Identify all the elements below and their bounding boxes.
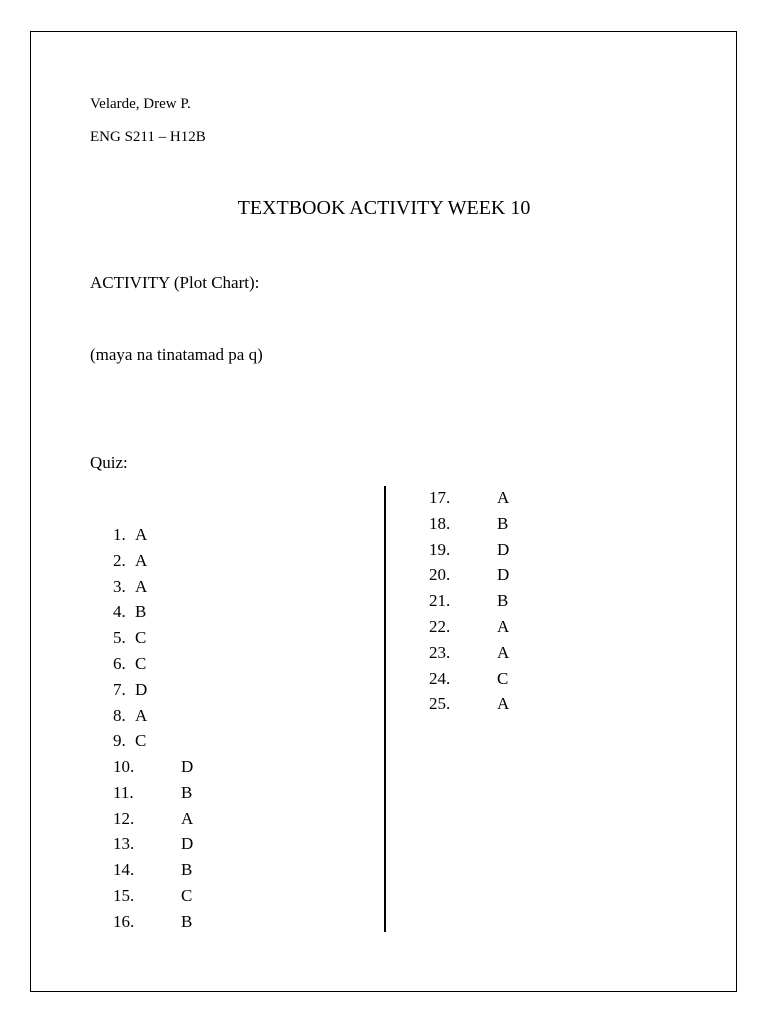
quiz-item-number: 12. bbox=[113, 808, 135, 828]
quiz-item-number: 4. bbox=[113, 602, 126, 622]
quiz-item-answer: B bbox=[181, 860, 193, 880]
quiz-item-answer: A bbox=[135, 705, 148, 725]
quiz-item-number: 2. bbox=[113, 550, 126, 570]
quiz-item-answer: B bbox=[135, 602, 147, 622]
quiz-item-number: 15. bbox=[113, 885, 135, 905]
quiz-item-answer: D bbox=[497, 539, 510, 559]
quiz-item-number: 7. bbox=[113, 679, 126, 699]
quiz-item-number: 19. bbox=[429, 539, 451, 559]
quiz-item-answer: A bbox=[135, 576, 148, 596]
activity-label: ACTIVITY (Plot Chart): bbox=[90, 273, 260, 292]
quiz-item-answer: D bbox=[135, 679, 148, 699]
quiz-item-answer: A bbox=[497, 616, 510, 636]
quiz-item-number: 13. bbox=[113, 834, 135, 854]
quiz-item-number: 22. bbox=[429, 616, 451, 636]
quiz-item-answer: D bbox=[497, 565, 510, 585]
quiz-item-answer: A bbox=[497, 694, 510, 714]
quiz-item-number: 18. bbox=[429, 513, 451, 533]
quiz-item-answer: C bbox=[135, 628, 147, 648]
quiz-item-answer: A bbox=[181, 808, 194, 828]
quiz-item-number: 20. bbox=[429, 565, 451, 585]
quiz-item-answer: D bbox=[181, 757, 194, 776]
quiz-item-answer: B bbox=[181, 911, 193, 931]
quiz-item-answer: A bbox=[135, 550, 148, 570]
quiz-item-number: 25. bbox=[429, 694, 451, 714]
quiz-item-number: 5. bbox=[113, 628, 126, 648]
quiz-item-number: 8. bbox=[113, 705, 126, 725]
column-divider bbox=[384, 486, 386, 932]
quiz-item-answer: D bbox=[181, 834, 194, 854]
quiz-item-number: 1. bbox=[113, 525, 126, 544]
quiz-item-answer: A bbox=[497, 642, 510, 662]
quiz-item-number: 9. bbox=[113, 731, 126, 751]
quiz-item-answer: A bbox=[497, 488, 510, 507]
quiz-item-answer: B bbox=[181, 782, 193, 802]
quiz-item-number: 14. bbox=[113, 860, 135, 880]
quiz-item-number: 16. bbox=[113, 911, 135, 931]
quiz-item-answer: B bbox=[497, 513, 509, 533]
quiz-item-answer: C bbox=[135, 731, 147, 751]
quiz-item-answer: B bbox=[497, 591, 509, 611]
quiz-item-answer: A bbox=[135, 525, 148, 544]
quiz-item-number: 11. bbox=[113, 782, 134, 802]
quiz-label: Quiz: bbox=[90, 453, 128, 472]
quiz-item-answer: C bbox=[135, 653, 147, 673]
quiz-item-number: 21. bbox=[429, 591, 451, 611]
quiz-item-number: 6. bbox=[113, 653, 126, 673]
document-title: TEXTBOOK ACTIVITY WEEK 10 bbox=[237, 197, 531, 219]
quiz-item-number: 23. bbox=[429, 642, 451, 662]
activity-note: (maya na tinatamad pa q) bbox=[90, 345, 263, 364]
quiz-item-number: 24. bbox=[429, 668, 451, 688]
course-code: ENG S211 – H12B bbox=[90, 129, 206, 145]
quiz-item-answer: C bbox=[497, 668, 509, 688]
quiz-item-number: 17. bbox=[429, 488, 451, 507]
quiz-item-number: 3. bbox=[113, 576, 126, 596]
quiz-item-number: 10. bbox=[113, 757, 135, 776]
student-name: Velarde, Drew P. bbox=[90, 96, 191, 112]
quiz-item-answer: C bbox=[181, 885, 193, 905]
